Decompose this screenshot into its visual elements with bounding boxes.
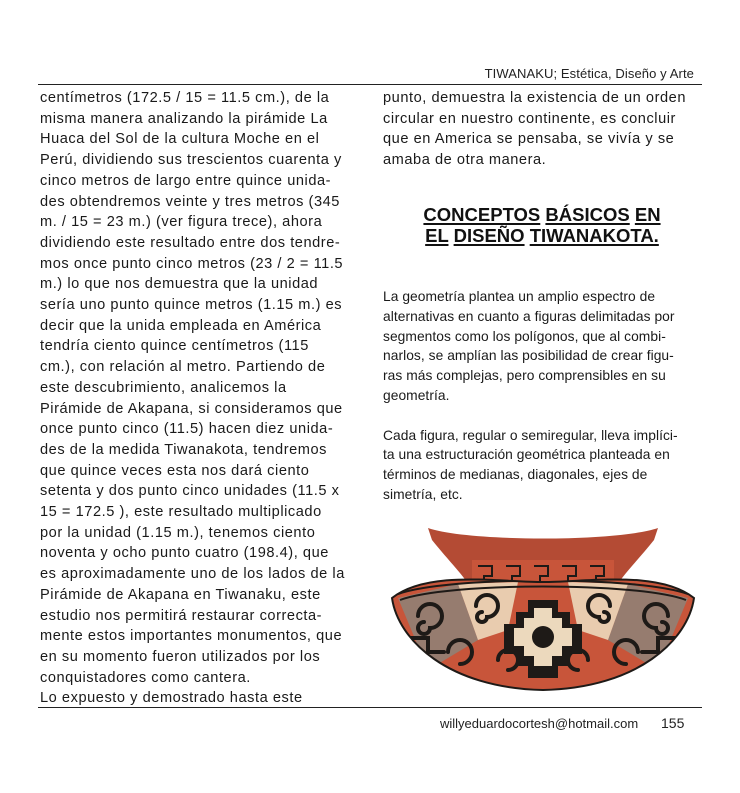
page-number: 155 — [661, 715, 685, 731]
text-line: segmentos como los polígonos, que al combi- — [383, 328, 666, 344]
text-line: Perú, dividiendo sus trescientos cuarenta y — [40, 152, 342, 169]
heading-word: EN — [634, 204, 661, 225]
left-column-text — [40, 88, 362, 709]
heading-line-2 — [383, 225, 701, 246]
text-line: ta una estructuración geométrica planteada en — [383, 447, 670, 463]
text-line: amaba de otra manera. — [383, 152, 547, 169]
text-line: Lo expuesto y demostrado hasta este — [40, 690, 303, 707]
footer-rule — [38, 707, 702, 708]
geometry-paragraph — [383, 287, 701, 406]
text-line: por la unidad (1.15 m.), tenemos ciento — [40, 524, 316, 541]
heading-line-1 — [383, 204, 701, 225]
intro-paragraph — [383, 88, 701, 171]
text-line: centímetros (172.5 / 15 = 11.5 cm.), de la — [40, 90, 330, 106]
text-line: des obtendremos veinte y tres metros (345 — [40, 193, 340, 210]
running-header: TIWANAKU; Estética, Diseño y Arte — [484, 66, 694, 81]
right-column-body — [383, 287, 701, 505]
text-line: cinco metros de largo entre quince unida- — [40, 172, 332, 189]
text-line: Pirámide de Akapana en Tiwanaku, este — [40, 586, 321, 603]
text-line: dividiendo este resultado entre dos tendre- — [40, 234, 341, 251]
text-line: circular en nuestro continente, es concluir — [383, 110, 676, 127]
right-column-intro — [383, 88, 701, 171]
text-line: punto, demuestra la existencia de un orden — [383, 90, 686, 106]
text-line: misma manera analizando la pirámide La — [40, 110, 328, 127]
text-line: conquistadores como cantera. — [40, 669, 251, 686]
text-line: mente estos importantes monumentos, que — [40, 628, 343, 645]
header-rule — [38, 84, 702, 85]
text-line: términos de medianas, diagonales, ejes de — [383, 467, 648, 483]
text-line: ras más complejas, pero comprensibles en su — [383, 368, 666, 384]
text-line: es aproximadamente uno de los lados de la — [40, 566, 345, 583]
figure-paragraph — [383, 426, 701, 505]
text-line: decir que la unida empleada en América — [40, 317, 322, 334]
text-line: m.) lo que nos demuestra que la unidad — [40, 276, 319, 293]
text-line: noventa y ocho punto cuatro (198.4), que — [40, 545, 329, 562]
heading-word: BÁSICOS — [545, 204, 630, 225]
section-heading — [383, 204, 701, 246]
text-line: este descubrimiento, analicemos la — [40, 379, 287, 396]
heading-word: CONCEPTOS — [423, 204, 541, 225]
text-line: alternativas en cuanto a figuras delimitadas por — [383, 308, 675, 324]
text-line: m. / 15 = 23 m.) (ver figura trece), ahora — [40, 214, 323, 231]
left-column — [40, 88, 362, 709]
text-line: setenta y dos punto cinco unidades (11.5 x — [40, 483, 340, 500]
text-line: que en America se pensaba, se vivía y se — [383, 131, 675, 148]
text-line: que quince veces esta nos dará ciento — [40, 462, 310, 479]
text-line: Huaca del Sol de la cultura Moche en el — [40, 131, 320, 148]
text-line: simetría, etc. — [383, 486, 463, 502]
text-line: La geometría plantea un amplio espectro de — [383, 289, 656, 304]
text-line: cm.), con relación al metro. Partiendo de — [40, 359, 326, 376]
text-line: 15 = 172.5 ), este resultado multiplicado — [40, 504, 322, 521]
text-line: estudio nos permitirá restaurar correcta- — [40, 607, 323, 624]
text-line: mos once punto cinco metros (23 / 2 = 11.5 — [40, 255, 344, 272]
text-line: geometría. — [383, 387, 450, 403]
text-line: sería uno punto quince metros (1.15 m.) es — [40, 297, 343, 314]
text-line: tendría ciento quince centímetros (115 — [40, 338, 309, 355]
heading-word: DISEÑO — [453, 225, 525, 246]
text-line: en su momento fueron utilizados por los — [40, 648, 321, 665]
text-line: des de la medida Tiwanakota, tendremos — [40, 441, 327, 458]
text-line: Cada figura, regular o semiregular, lleva implíci- — [383, 427, 678, 443]
heading-word: EL — [425, 225, 449, 246]
text-line: narlos, se amplían las posibilidad de crear figu- — [383, 348, 674, 364]
footer-email: willyeduardocortesh@hotmail.com — [440, 716, 639, 731]
heading-word: TIWANAKOTA. — [529, 225, 659, 246]
text-line: Pirámide de Akapana, si consideramos que — [40, 400, 343, 417]
ceramic-vessel-illustration — [388, 520, 698, 700]
text-line: once punto cinco (11.5) hacen diez unida- — [40, 421, 334, 438]
